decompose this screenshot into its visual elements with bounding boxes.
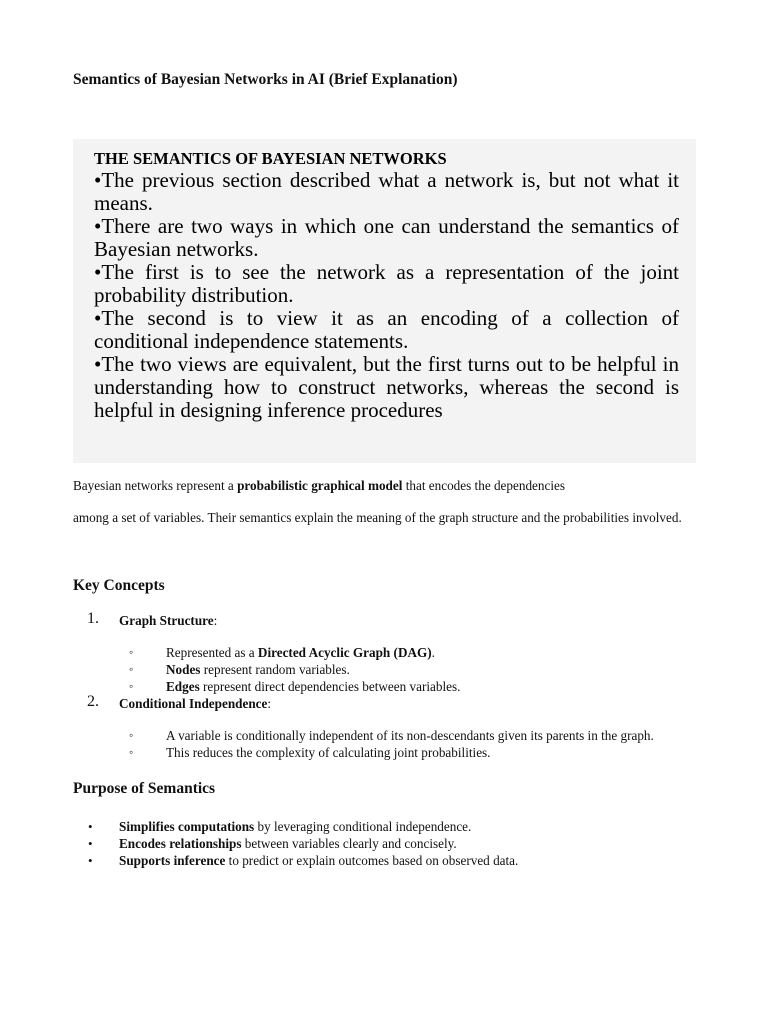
- slide-heading: THE SEMANTICS OF BAYESIAN NETWORKS: [94, 149, 447, 168]
- intro-paragraph-line2: among a set of variables. Their semantics explain the meaning of the graph structure and the probabilities involved.: [73, 510, 682, 525]
- list-item-text: to predict or explain outcomes based on observed data.: [225, 853, 519, 868]
- list-item-bold: Directed Acyclic Graph (DAG): [257, 645, 432, 660]
- item-text: [119, 613, 217, 629]
- list-item-text: by leveraging conditional independence.: [254, 819, 472, 834]
- list-item: [88, 818, 688, 835]
- list-item: [129, 661, 689, 678]
- item-label: Graph Structure: [119, 613, 214, 628]
- purpose-bullet-list: [88, 818, 688, 869]
- item-suffix: :: [213, 613, 218, 628]
- list-item-text: .: [431, 645, 435, 660]
- item-suffix: :: [267, 696, 272, 711]
- purpose-heading: Purpose of Semantics: [73, 780, 216, 797]
- list-item-text: A variable is conditionally independent of its non-descendants given its parents in the graph.: [166, 728, 654, 743]
- list-item: [129, 678, 689, 695]
- list-item: [129, 727, 689, 744]
- list-item-text: represent random variables.: [200, 662, 350, 677]
- item-text: [119, 696, 271, 712]
- list-item-text: between variables clearly and concisely.: [241, 836, 457, 851]
- list-item-text: Represented as a: [166, 645, 258, 660]
- conditional-independence-sublist: [129, 727, 689, 761]
- slide-bullet: •The second is to view it as an encoding of a collection of conditional independence statements.: [94, 306, 679, 353]
- item-number: 1.: [87, 610, 99, 627]
- list-item-text: represent direct dependencies between variables.: [199, 679, 461, 694]
- graph-structure-sublist: [129, 644, 689, 695]
- list-item-bold: Supports inference: [119, 853, 226, 868]
- slide-bullet: •There are two ways in which one can understand the semantics of Bayesian networks.: [94, 214, 679, 261]
- intro-text: Bayesian networks represent a: [73, 478, 238, 493]
- intro-bold-term: probabilistic graphical model: [237, 478, 403, 493]
- list-item: [129, 644, 689, 661]
- list-item-bold: Nodes: [166, 662, 201, 677]
- list-item: [88, 852, 688, 869]
- list-item-text: This reduces the complexity of calculating joint probabilities.: [166, 745, 491, 760]
- key-concepts-heading: Key Concepts: [73, 577, 165, 594]
- slide-bullet: •The previous section described what a network is, but not what it means.: [94, 168, 679, 215]
- item-label: Conditional Independence: [119, 696, 268, 711]
- slide-bullet: •The first is to see the network as a representation of the joint probability distribution.: [94, 260, 679, 307]
- list-item-bold: Edges: [166, 679, 200, 694]
- list-item: [88, 835, 688, 852]
- list-item-bold: Simplifies computations: [119, 819, 255, 834]
- intro-text: that encodes the dependencies: [402, 478, 565, 493]
- document-title: Semantics of Bayesian Networks in AI (Brief Explanation): [73, 71, 458, 88]
- list-item: [129, 744, 689, 761]
- slide-image: [73, 139, 696, 463]
- item-number: 2.: [87, 693, 99, 710]
- intro-paragraph-line1: [73, 477, 683, 494]
- list-item-bold: Encodes relationships: [119, 836, 242, 851]
- slide-bullet-list: [94, 169, 679, 422]
- slide-bullet: •The two views are equivalent, but the first turns out to be helpful in understanding how to construct networks, whereas the second is helpful in designing inference procedures: [94, 352, 679, 422]
